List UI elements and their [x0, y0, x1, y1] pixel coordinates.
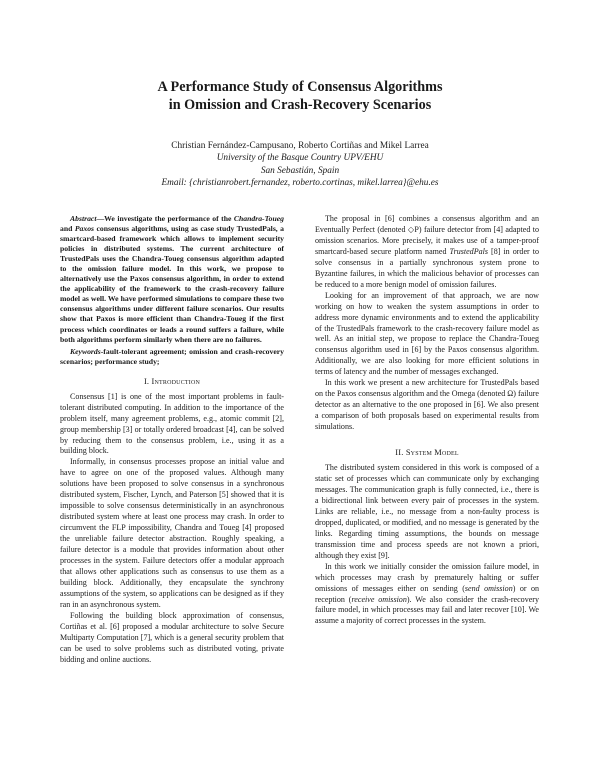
section-2-name: System Model	[405, 448, 459, 458]
intro-p4-text-2: [8] in order to solve consensus in a partially synchronous system prone to Byzantine failures, in which the malicious behavior of processes can be reduced to a more benign model of omission failures.	[315, 246, 539, 289]
sm-p2-text-2: ) or on reception (	[315, 583, 539, 604]
paper-title	[0, 78, 600, 114]
author-location: San Sebastián, Spain	[260, 165, 340, 176]
section-heading-system-model	[315, 447, 539, 458]
intro-p4-trustedpals: TrustedPals	[449, 246, 489, 256]
right-column	[315, 214, 539, 627]
author-names: Christian Fernández-Campusano, Roberto Cortiñas and Mikel Larrea	[171, 141, 429, 151]
abstract-text-1: We investigate the performance of the	[104, 214, 234, 223]
keywords	[60, 347, 284, 367]
abstract-chandra-toueg: Chandra-Toueg	[233, 214, 284, 223]
intro-paragraph-4	[315, 214, 539, 291]
abstract	[60, 214, 284, 345]
author-email: Email: {christianrobert.fernandez, roberto.cortinas, mikel.larrea}@ehu.es	[161, 178, 439, 189]
section-heading-introduction	[60, 376, 284, 387]
keywords-label: Keywords	[70, 346, 101, 356]
intro-paragraph-5: Looking for an improvement of that approach, we are now working on how to weaken the system assumptions in order to address more dynamic environments and to extend the applicability of the TrustedPals framework to the crash-recovery failure model as well. As an initial step, we propose to replace the Chandra-Toueg consensus algorithm used in [6] by the Paxos consensus algorithm. Additionally, we are also looking for more efficient solutions in terms of latency and the number of messages exchanged.	[315, 290, 539, 377]
abstract-text-3: consensus algorithms, using as case study TrustedPals, a smartcard-based framework which allows to implement security policies in distributed systems. The current architecture of TrustedPals uses the Chandra-Toueg consensus algorithm adapted to the omission failure model. In this work, we propose to alternatively use the Paxos consensus algorithm, in order to extend the applicability of the framework to the crash-recovery failure model as well. We have performed simulations to compare these two consensus algorithms under different failure scenarios. Our results show that Paxos is more efficient than Chandra-Toueg if the first process which coordinates or leads a round suffers a failure, while both algorithms perform similarly when there are no failures.	[60, 224, 284, 344]
abstract-text-2: and	[60, 224, 75, 234]
sm-p2-text-1: In this work we initially consider the omission failure model, in which processes may crash by prematurely halting or suffer omissions of messages either on sending (	[315, 561, 539, 593]
section-2-numeral: II.	[395, 448, 406, 458]
abstract-paxos: Paxos	[74, 224, 95, 234]
left-column	[60, 214, 284, 666]
sm-p2-text-3: ). We also consider the crash-recovery failure model, in which processes may fail and later recover [10]. We assume a majority of correct processes in the system.	[315, 594, 539, 626]
sm-p2-send-omission: send omission	[464, 583, 513, 593]
section-1-name: Introduction	[151, 376, 201, 386]
section-1-numeral: I.	[143, 376, 152, 386]
abstract-dash: —	[96, 214, 105, 223]
intro-paragraph-1: Consensus [1] is one of the most important problems in fault-tolerant distributed computing. In addition to the importance of the problem itself, many agreement problems, e.g., atomic commit [2], group membership [3] or totally ordered broadcast [4], can be solved by reducing them to the consensus problem, i.e., using it as a building block.	[60, 391, 284, 456]
author-affiliation: University of the Basque Country UPV/EHU	[216, 153, 384, 164]
system-model-paragraph-2	[315, 562, 539, 628]
sm-p2-receive-omission: receive omission	[351, 594, 407, 604]
title-line-2: in Omission and Crash-Recovery Scenarios	[168, 97, 432, 113]
intro-paragraph-3: Following the building block approximation of consensus, Cortiñas et al. [6] proposed a modular architecture to solve Secure Multiparty Computation [7], which is a general security problem that can be used to solve problems such as distributed voting, private bidding and online auctions.	[60, 610, 284, 664]
intro-paragraph-6: In this work we present a new architecture for TrustedPals based on the Paxos consensus algorithm and the Omega (denoted Ω) failure detector as an alternative to the one proposed in [6]. We also present a comparison of both proposals based on experimental results from simulations.	[315, 378, 539, 432]
intro-p4-text-1: The proposal in [6] combines a consensus algorithm and an Eventually Perfect (denoted ◇P) failure detector from [4] adapted to omission scenarios. More precisely, it makes use of a tamper-proof smartcard-based secure platform named	[315, 214, 539, 256]
intro-paragraph-2: Informally, in consensus processes propose an initial value and have to agree on one of the proposed values. Although many solutions have been proposed to solve consensus in a synchronous distributed system, Fischer, Lynch, and Paterson [5] showed that it is impossible to solve consensus deterministically in an asynchronous distributed system where at least one process may crash. In order to circumvent the FLP impossibility, Chandra and Toueg [4] proposed the unreliable failure detector abstraction. Roughly speaking, a failure detector is a module that provides information about other processes in the system. Failure detectors offer a modular approach that allows other applications such as consensus to use them as a building block. Additionally, they encapsulate the synchrony assumptions of the system, so applications can be designed as if they ran in an asynchronous system.	[60, 457, 284, 609]
abstract-label: Abstract	[70, 214, 97, 223]
keywords-text: -fault-tolerant agreement; omission and crash-recovery scenarios; performance study;	[60, 346, 284, 366]
title-line-1: A Performance Study of Consensus Algorithms	[157, 79, 443, 95]
system-model-paragraph-1: The distributed system considered in this work is composed of a static set of processes which can communicate only by exchanging messages. The communication graph is fully connected, i.e., there is a bidirectional link between every pair of processes in the system. Links are reliable, i.e., no message from a non-faulty process is dropped, duplicated, or modified, and no message is generated by the links. Regarding timing assumptions, the bounds on message transmission time and process speeds are not known a priori, although they exist [9].	[315, 463, 539, 560]
author-block	[0, 140, 600, 190]
